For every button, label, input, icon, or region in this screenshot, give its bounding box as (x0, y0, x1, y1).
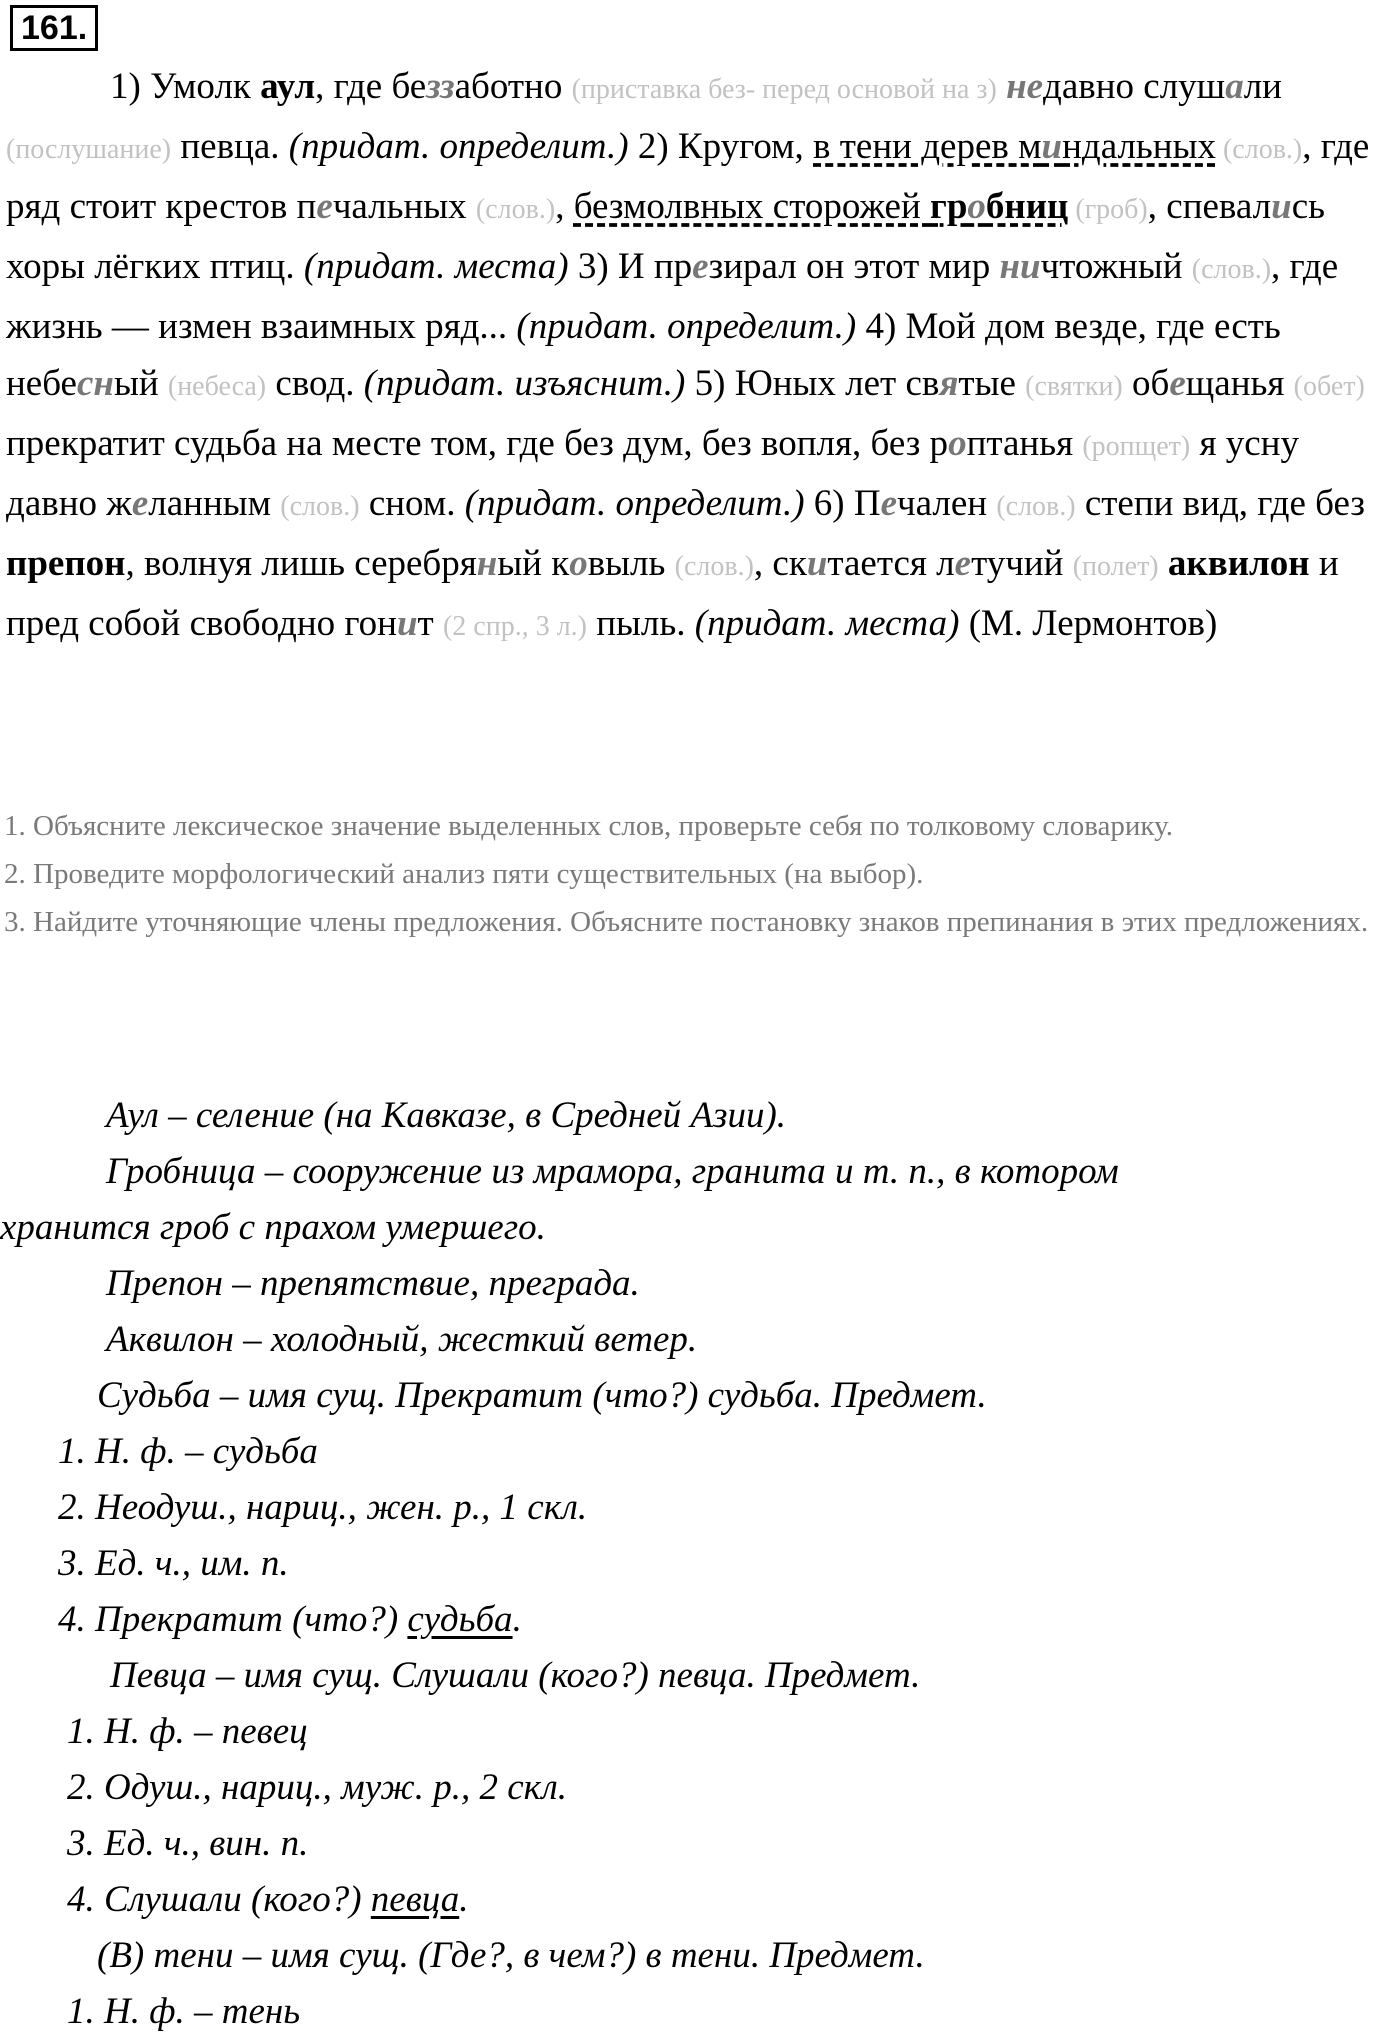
parse-item (0, 1592, 1400, 1648)
definition-prepon: Препон – препятствие, преграда. (106, 1263, 640, 1304)
parse-item: 3. Ед. ч., им. п. (58, 1543, 289, 1584)
grey-hint: (небеса) (167, 371, 267, 402)
parse-item: 2. Неодуш., нариц., жен. р., 1 скл. (58, 1487, 588, 1528)
text-run: ланным (148, 483, 281, 524)
text-run: аботно (454, 66, 572, 107)
text-run: 4) Мой дом везде, где есть небе (6, 306, 1281, 404)
highlighted-letter: и (1271, 186, 1292, 227)
exercise-number: 161. (10, 5, 98, 51)
text-run: , где ряд стоит крестов п (6, 126, 1370, 227)
highlighted-letter: е (1169, 363, 1186, 404)
text-run: тые (958, 363, 1026, 404)
text-run: , где жизнь — измен взаимных ряд... (6, 246, 1339, 347)
highlighted-letter: а (1225, 66, 1244, 107)
highlighted-letter: е (880, 483, 898, 524)
definition-akvilon: Аквилон – холодный, жесткий ветер. (106, 1319, 698, 1360)
highlighted-letter: о (948, 423, 967, 464)
parse-item: 2. Одуш., нариц., муж. р., 2 скл. (67, 1767, 568, 1808)
highlighted-letter: о (569, 543, 588, 584)
highlighted-letter: и (806, 543, 828, 584)
grey-hint: (ропщет) (1082, 431, 1191, 462)
text-run: чален (897, 483, 997, 524)
highlighted-letter: е (954, 543, 972, 584)
text-run: свод. (266, 363, 364, 404)
text-run: зирал он этот мир (708, 246, 1000, 287)
bold-word-prepon: препон (6, 543, 126, 584)
grey-hint: (слов.) (280, 491, 360, 522)
parse-item (0, 1872, 1400, 1928)
text-run: тучий (971, 543, 1073, 584)
text-run: я усну давно ж (6, 423, 1299, 524)
parse-heading-sudba: Судьба – имя сущ. Прекратит (что?) судьба. Предмет. (97, 1375, 987, 1416)
text-run: сном. (359, 483, 465, 524)
text-run: певца. (171, 126, 289, 167)
highlighted-letter: зз (426, 66, 455, 107)
underlined-word: певца (370, 1879, 460, 1920)
grey-hint: (приставка без- перед основой на з) (571, 74, 997, 105)
text-run: , волнуя лишь серебря (125, 543, 477, 584)
definition-aul: Аул – селение (на Кавказе, в Средней Азии). (106, 1095, 787, 1136)
text-run: 3) И пр (568, 246, 693, 287)
text-run: , (555, 186, 574, 227)
grey-hint: (святки) (1025, 371, 1123, 402)
text-run: птанья (966, 423, 1083, 464)
text-run: и пред собой свободно гон (6, 543, 1339, 644)
highlighted-letter: сн (76, 363, 114, 404)
underlined-word: судьба (407, 1599, 513, 1640)
highlighted-letter: н (476, 543, 498, 584)
clause-type: (придат. определит.) (464, 483, 805, 524)
definition-grobnica-cont: хранится гроб с прахом умершего. (0, 1207, 546, 1248)
text-run: 5) Юных лет св (685, 363, 940, 404)
highlighted-letter: е (131, 483, 149, 524)
text-run: ый (113, 363, 168, 404)
text-run: прекратит судьба на месте том, где без дум, без вопля, без р (6, 423, 949, 464)
highlighted-letter: я (939, 363, 959, 404)
text-run: , где бе (315, 66, 427, 107)
grey-hint: (обет) (1293, 371, 1365, 402)
task-item: 2. Проведите морфологический анализ пяти существительных (на выбор). (4, 858, 924, 890)
parse-heading-teni: (В) тени – имя сущ. (Где?, в чем?) в тени. Предмет. (97, 1935, 925, 1976)
highlighted-letter: не (1006, 66, 1044, 107)
text-run: выль (587, 543, 675, 584)
definition-grobnica: Гробница – сооружение из мрамора, гранита и т. п., в котором (106, 1151, 1119, 1192)
underlined-phrase: в тени дерев м (813, 126, 1042, 167)
text-run: т (417, 603, 443, 644)
text-run: ли (1243, 66, 1282, 107)
bold-word-akvilon: аквилон (1158, 543, 1310, 584)
parse-text: 4. Прекратит (что?) (58, 1599, 408, 1640)
parse-heading-pevca: Певца – имя сущ. Слушали (кого?) певца. Предмет. (110, 1655, 921, 1696)
exercise-text (6, 58, 1396, 655)
text-run: , ск (753, 543, 807, 584)
text-run: чальных (332, 186, 476, 227)
underlined-phrase: безмолвных сторожей (573, 186, 931, 227)
parse-text: 4. Слушали (кого?) (67, 1879, 371, 1920)
clause-type: (придат. изъяснит.) (363, 363, 686, 404)
text-run: пыль. (587, 603, 695, 644)
highlighted-letter: и (1041, 126, 1063, 167)
text-run: чтожный (1040, 246, 1192, 287)
text-run: 1) Умолк (110, 66, 261, 107)
text-run: об (1122, 363, 1170, 404)
highlighted-letter: ни (999, 246, 1041, 287)
highlighted-letter: е (692, 246, 709, 287)
bold-word-grobnic: гр (930, 186, 968, 227)
clause-type: (придат. места) (303, 246, 569, 287)
parse-text: . (512, 1599, 522, 1640)
grey-hint: (слов.) (1215, 134, 1303, 165)
bold-word-grobnic: бниц (985, 186, 1069, 227)
bold-word-aul: аул (260, 66, 316, 107)
parse-text: . (459, 1879, 469, 1920)
highlighted-letter: и (396, 603, 418, 644)
grey-hint: (2 спр., 3 л.) (442, 611, 587, 642)
text-run: давно слуш (1043, 66, 1226, 107)
exercise-paragraph (6, 58, 1396, 655)
grey-hint: (слов.) (996, 491, 1076, 522)
grey-hint: (полет) (1072, 551, 1159, 582)
parse-item: 1. Н. ф. – тень (67, 1991, 301, 2032)
text-run: тается л (827, 543, 955, 584)
grey-hint: (слов.) (674, 551, 754, 582)
clause-type: (придат. места) (694, 603, 960, 644)
clause-type: (придат. определит.) (288, 126, 629, 167)
grey-hint: (послушание) (6, 134, 172, 165)
exercise-tasks (4, 802, 1398, 946)
parse-item: 1. Н. ф. – судьба (58, 1431, 318, 1472)
task-item: 3. Найдите уточняющие члены предложения. Объясните постановку знаков препинания в этих предложениях. (4, 906, 1369, 938)
text-run: , спевал (1147, 186, 1272, 227)
parse-item: 1. Н. ф. – певец (67, 1711, 308, 1752)
task-item: 1. Объясните лексическое значение выделенных слов, проверьте себя по толковому словарику. (4, 810, 1173, 842)
text-run: степи вид, где без (1075, 483, 1365, 524)
text-run: 6) П (804, 483, 881, 524)
grey-hint: (гроб) (1068, 194, 1148, 225)
answer-section (0, 1088, 1400, 2040)
clause-type: (придат. определит.) (516, 306, 857, 347)
parse-item: 3. Ед. ч., вин. п. (67, 1823, 309, 1864)
grey-hint: (слов.) (475, 194, 556, 225)
grey-hint: (слов.) (1191, 254, 1272, 285)
highlighted-letter: о (967, 186, 986, 227)
text-run: 2) Кругом, (628, 126, 814, 167)
text-run: щанья (1185, 363, 1294, 404)
author-attribution: (М. Лермонтов) (959, 603, 1218, 644)
underlined-phrase: ндальных (1062, 126, 1216, 167)
text-run: ый к (497, 543, 570, 584)
text-run: сь хоры лёгких птиц. (6, 186, 1325, 287)
highlighted-letter: е (316, 186, 333, 227)
